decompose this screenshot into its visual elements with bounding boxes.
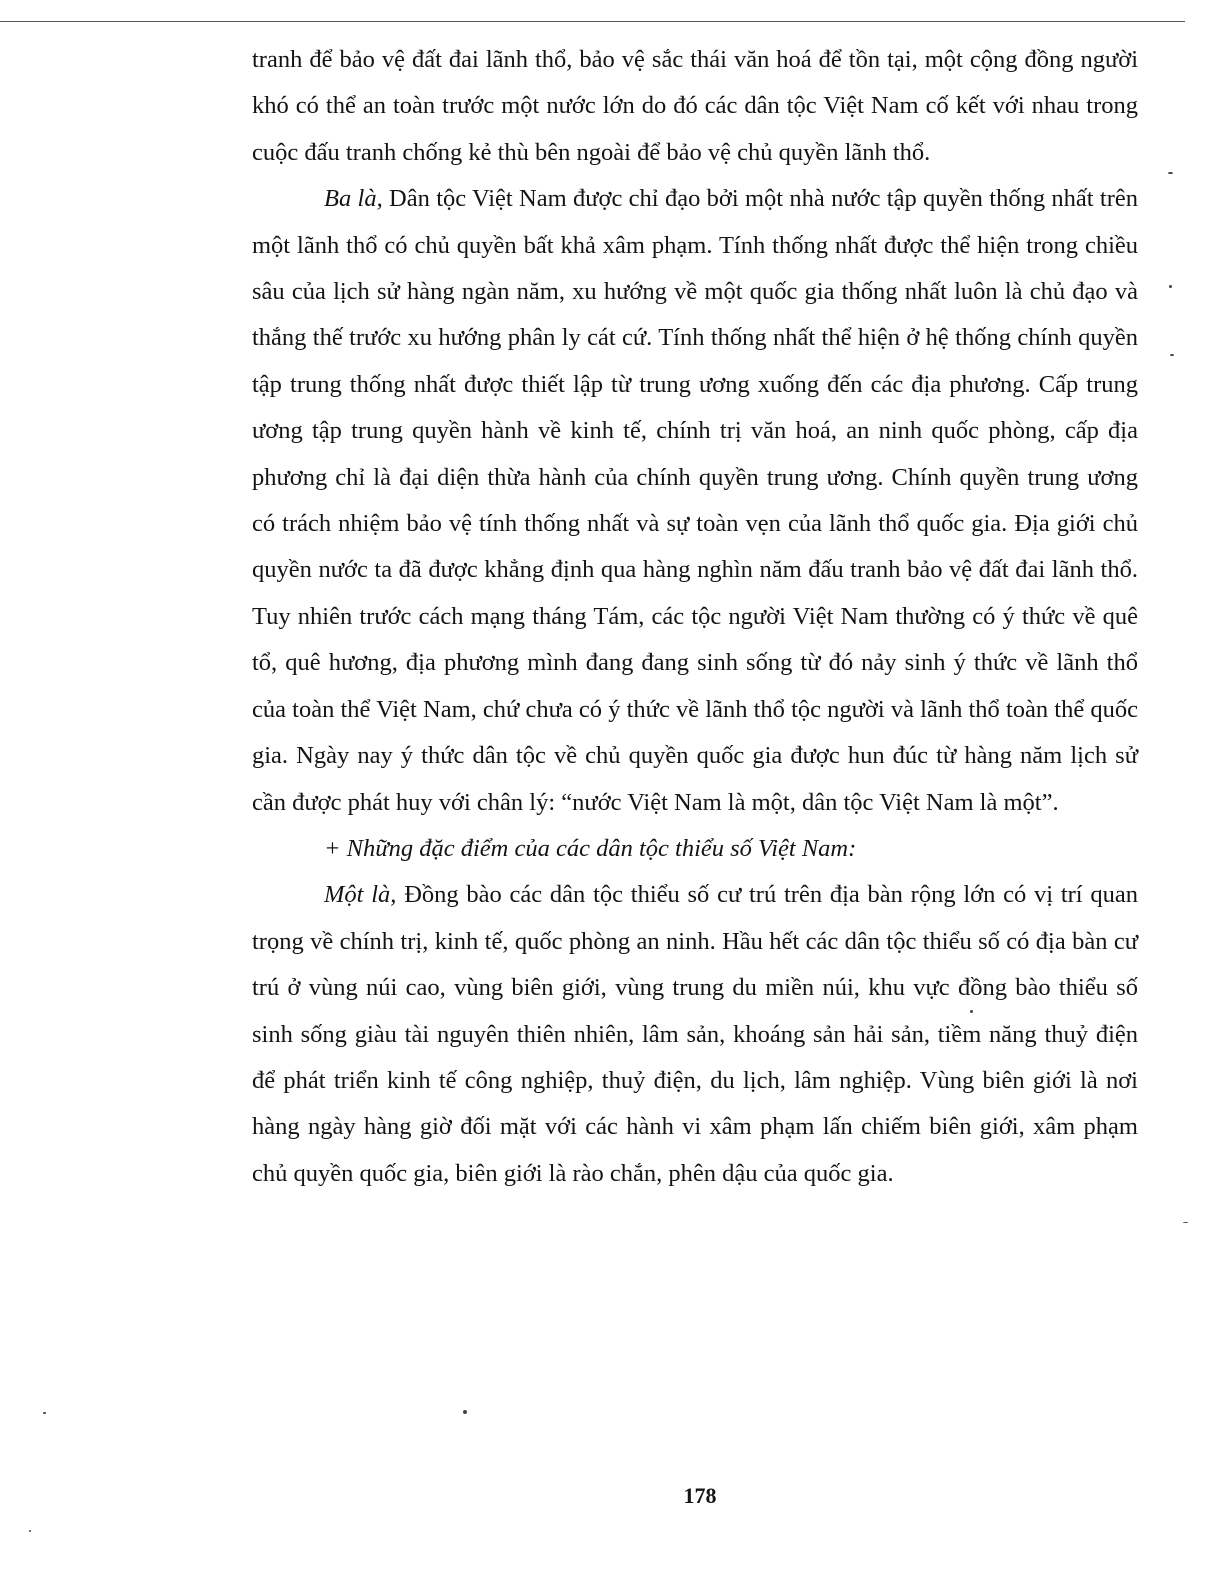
scan-speck: [1169, 285, 1172, 288]
scan-speck: [43, 1412, 46, 1414]
page-number: 178: [683, 1483, 717, 1508]
paragraph-text: Dân tộc Việt Nam được chỉ đạo bởi một nhà nước tập quyền thống nhất trên một lãnh thổ có chủ quyền bất khả xâm phạm. Tính thống nhất được thể hiện trong chiều sâu của lịch sử hàng ngàn năm, xu hướng về một quốc gia thống nhất luôn là chủ đạo và thắng thế trước xu hướng phân ly cát cứ. Tính thống nhất thể hiện ở hệ thống chính quyền tập trung thống nhất được thiết lập từ trung ương xuống đến các địa phương. Cấp trung ương tập trung quyền hành về kinh tế, chính trị văn hoá, an ninh quốc phòng, cấp địa phương chỉ là đại diện thừa hành của chính quyền trung ương. Chính quyền trung ương có trách nhiệm bảo vệ tính thống nhất và sự toàn vẹn của lãnh thổ quốc gia. Địa giới chủ quyền nước ta đã được khẳng định qua hàng nghìn năm đấu tranh bảo vệ đất đai lãnh thổ. Tuy nhiên trước cách mạng tháng Tám, các tộc người Việt Nam thường có ý thức về quê tổ, quê hương, địa phương mình đang đang sinh sống từ đó nảy sinh ý thức về lãnh thổ của toàn thể Việt Nam, chứ chưa có ý thức về lãnh thổ tộc người và lãnh thổ toàn thể quốc gia. Ngày nay ý thức dân tộc về chủ quyền quốc gia được hun đúc từ hàng năm lịch sử cần được phát huy với chân lý: “nước Việt Nam là một, dân tộc Việt Nam là một”.: [252, 185, 1138, 816]
paragraph-lead: Ba là,: [324, 185, 383, 213]
page-body: [252, 37, 1138, 1197]
scan-speck: [29, 1530, 31, 1532]
scan-speck: [1170, 354, 1174, 356]
paragraph-lead: Một là,: [324, 881, 397, 909]
scan-speck: [463, 1410, 467, 1414]
page-top-rule: [0, 21, 1185, 22]
paragraph-text: Đồng bào các dân tộc thiểu số cư trú trên địa bàn rộng lớn có vị trí quan trọng về chính trị, kinh tế, quốc phòng an ninh. Hầu hết các dân tộc thiểu số có địa bàn cư trú ở vùng núi cao, vùng biên giới, vùng trung du miền núi, khu vực đồng bào thiểu số sinh sống giàu tài nguyên thiên nhiên, lâm sản, khoáng sản hải sản, tiềm năng thuỷ điện để phát triển kinh tế công nghiệp, thuỷ điện, du lịch, lâm nghiệp. Vùng biên giới là nơi hàng ngày hàng giờ đối mặt với các hành vi xâm phạm lấn chiếm biên giới, xâm phạm chủ quyền quốc gia, biên giới là rào chắn, phên dậu của quốc gia.: [252, 881, 1138, 1187]
scan-speck: [1168, 172, 1173, 174]
scan-speck: [1183, 1222, 1188, 1223]
section-subheading: [252, 826, 1138, 872]
subheading-text: + Những đặc điểm của các dân tộc thiểu số Việt Nam:: [324, 834, 857, 862]
scan-speck: [970, 1010, 973, 1013]
paragraph-text: tranh để bảo vệ đất đai lãnh thổ, bảo vệ sắc thái văn hoá để tồn tại, một cộng đồng người khó có thể an toàn trước một nước lớn do đó các dân tộc Việt Nam cố kết với nhau trong cuộc đấu tranh chống kẻ thù bên ngoài để bảo vệ chủ quyền lãnh thổ.: [252, 46, 1138, 166]
paragraph-ba-la: [252, 176, 1138, 826]
paragraph-mot-la: [252, 872, 1138, 1197]
paragraph-continuation: [252, 37, 1138, 176]
